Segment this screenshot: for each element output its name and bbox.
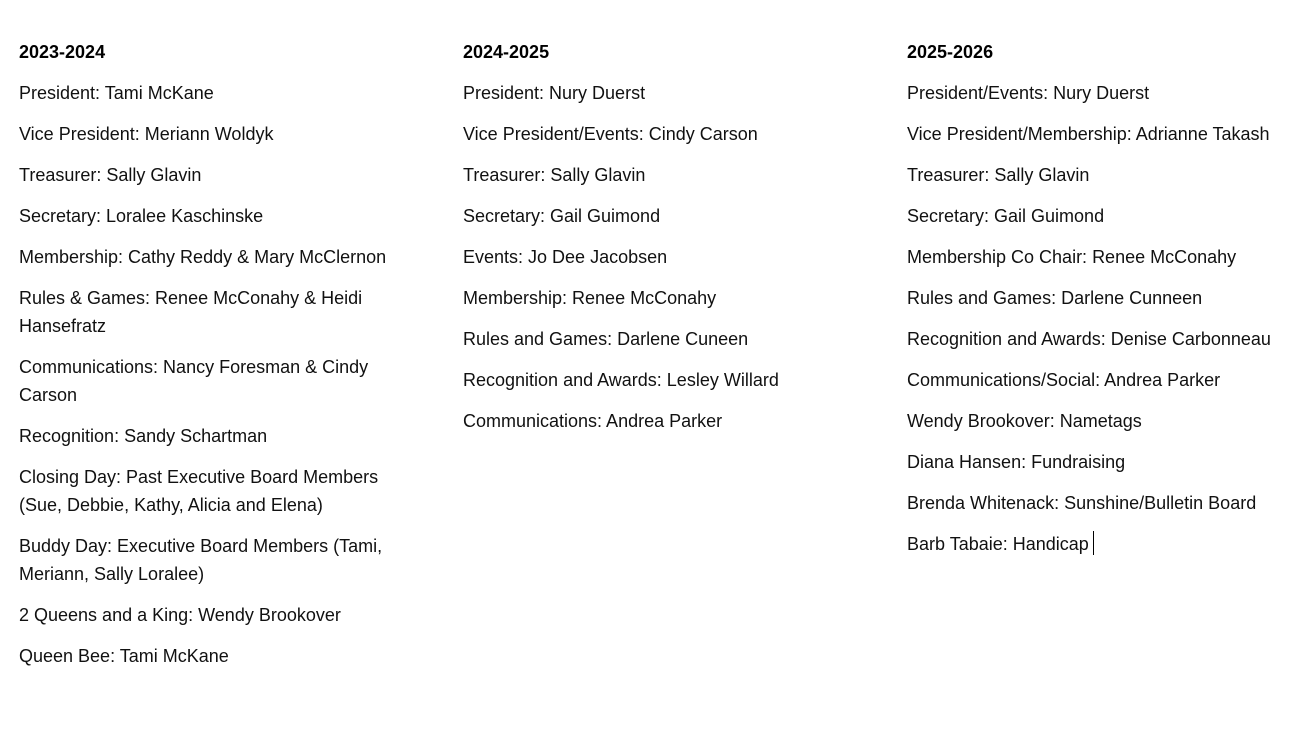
role-item: Treasurer: Sally Glavin bbox=[907, 165, 1090, 185]
role-item: President/Events: Nury Duerst bbox=[907, 83, 1150, 103]
year-heading: 2023-2024 bbox=[19, 42, 106, 62]
role-item: Treasurer: Sally Glavin bbox=[19, 165, 202, 185]
role-item: Closing Day: Past Executive Board Members (Sue, Debbie, Kathy, Alicia and Elena) bbox=[19, 467, 379, 515]
role-list bbox=[907, 79, 1289, 558]
column-2025-2026 bbox=[907, 38, 1289, 728]
role-item: Wendy Brookover: Nametags bbox=[907, 411, 1142, 431]
role-item: President: Nury Duerst bbox=[463, 83, 646, 103]
role-item: Secretary: Gail Guimond bbox=[907, 206, 1105, 226]
role-item: Vice President/Events: Cindy Carson bbox=[463, 124, 758, 144]
role-item: Membership: Renee McConahy bbox=[463, 288, 717, 308]
column-2024-2025 bbox=[463, 38, 907, 728]
role-item-text: Barb Tabaie: Handicap bbox=[907, 534, 1089, 554]
role-item: Communications/Social: Andrea Parker bbox=[907, 370, 1221, 390]
role-item: Recognition and Awards: Denise Carbonneau bbox=[907, 329, 1271, 349]
role-item: Rules and Games: Darlene Cuneen bbox=[463, 329, 749, 349]
role-item[interactable] bbox=[907, 530, 1289, 558]
role-list bbox=[463, 79, 863, 435]
role-item: Vice President/Membership: Adrianne Takash bbox=[907, 124, 1270, 144]
role-item: Recognition: Sandy Schartman bbox=[19, 426, 268, 446]
role-list bbox=[19, 79, 409, 670]
board-columns bbox=[19, 38, 1289, 728]
role-item: Communications: Nancy Foresman & Cindy Carson bbox=[19, 357, 369, 405]
role-item: Treasurer: Sally Glavin bbox=[463, 165, 646, 185]
role-item: Events: Jo Dee Jacobsen bbox=[463, 247, 668, 267]
role-item: Diana Hansen: Fundraising bbox=[907, 452, 1126, 472]
role-item: Secretary: Gail Guimond bbox=[463, 206, 661, 226]
role-item: 2 Queens and a King: Wendy Brookover bbox=[19, 605, 341, 625]
role-item: Rules and Games: Darlene Cunneen bbox=[907, 288, 1203, 308]
text-cursor bbox=[1093, 531, 1094, 555]
column-2023-2024 bbox=[19, 38, 463, 728]
role-item: Membership: Cathy Reddy & Mary McClernon bbox=[19, 247, 387, 267]
role-item: Brenda Whitenack: Sunshine/Bulletin Board bbox=[907, 493, 1257, 513]
role-item: Vice President: Meriann Woldyk bbox=[19, 124, 274, 144]
role-item: Membership Co Chair: Renee McConahy bbox=[907, 247, 1237, 267]
role-item: Communications: Andrea Parker bbox=[463, 411, 723, 431]
role-item: Rules & Games: Renee McConahy & Heidi Hansefratz bbox=[19, 288, 363, 336]
role-item: Secretary: Loralee Kaschinske bbox=[19, 206, 264, 226]
role-item: Queen Bee: Tami McKane bbox=[19, 646, 229, 666]
year-heading: 2024-2025 bbox=[463, 42, 550, 62]
role-item: President: Tami McKane bbox=[19, 83, 214, 103]
role-item: Buddy Day: Executive Board Members (Tami, Meriann, Sally Loralee) bbox=[19, 536, 383, 584]
year-heading: 2025-2026 bbox=[907, 42, 994, 62]
role-item: Recognition and Awards: Lesley Willard bbox=[463, 370, 779, 390]
